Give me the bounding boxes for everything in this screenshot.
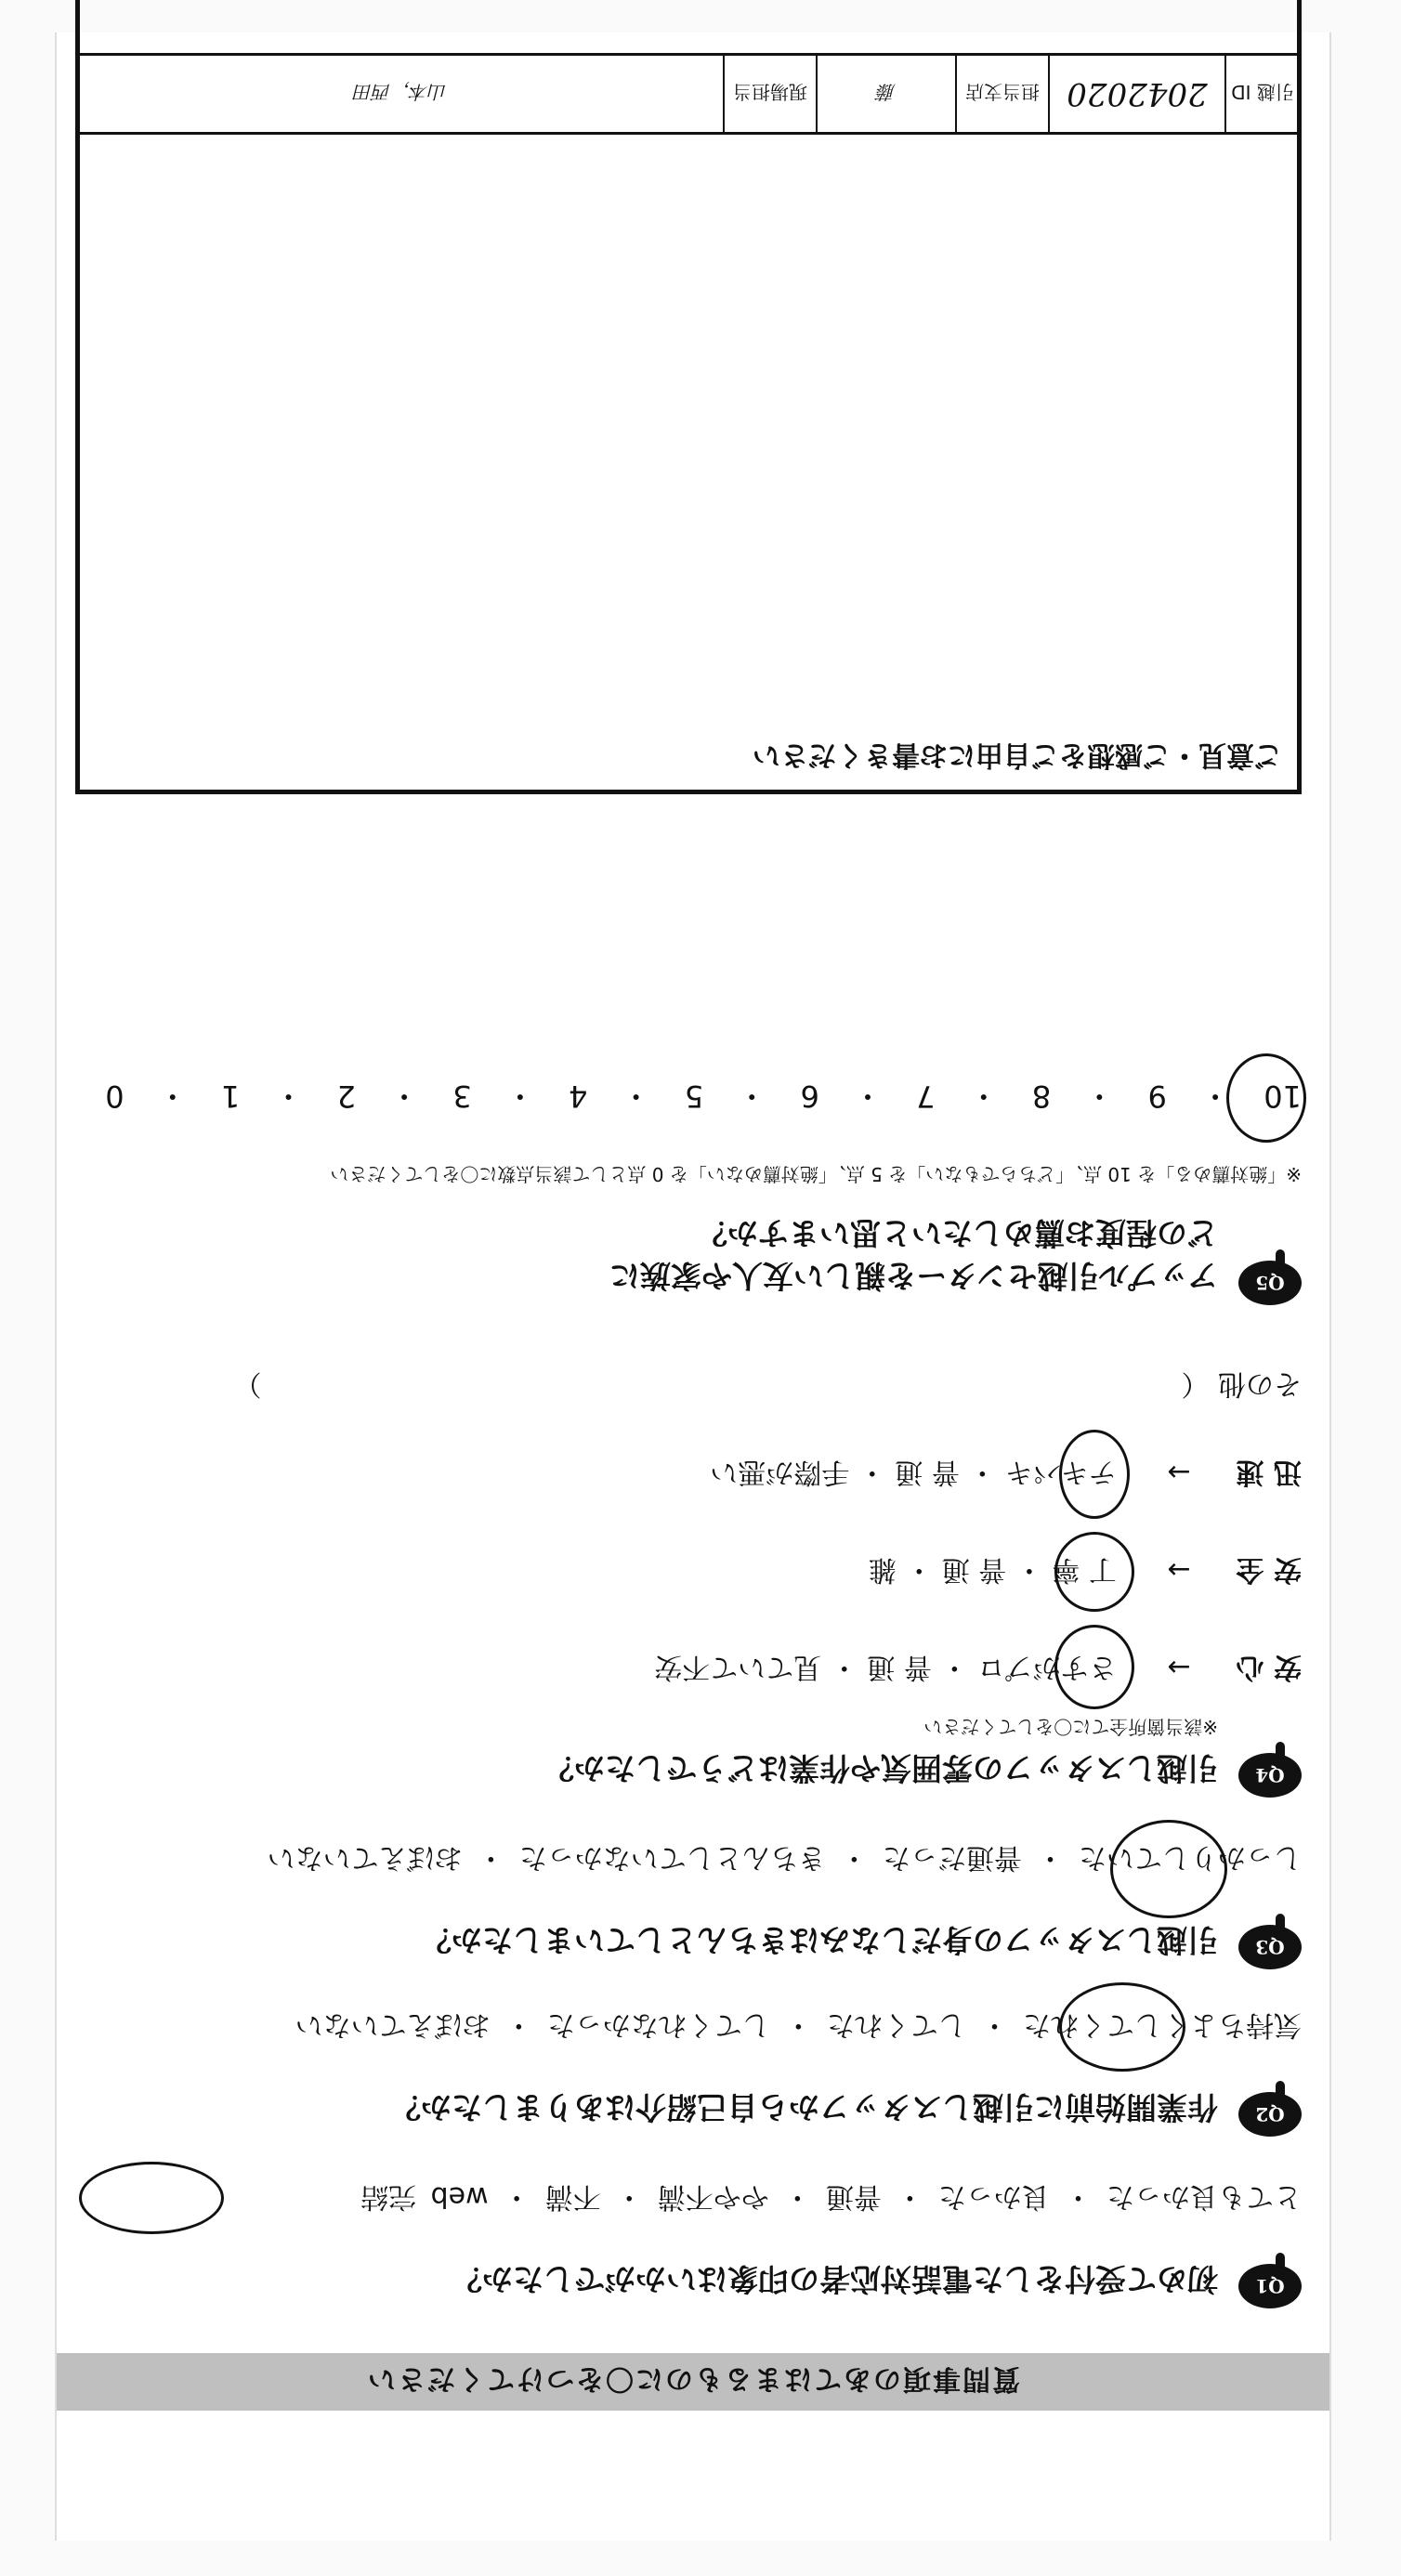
q1-title: 初めて受付をした電話対応者の印象はいかがでしたか？ — [452, 2261, 1218, 2297]
q5-badge: Q5 — [1238, 1261, 1302, 1305]
q4-row-anshin — [654, 1650, 1302, 1691]
q4-other: その他 （ ） — [233, 1367, 1302, 1400]
q4-note: ※該当箇所全てに〇をしてください — [923, 1716, 1218, 1738]
q4-badge: Q4 — [1238, 1753, 1302, 1798]
id-value: 2042020 — [1048, 56, 1224, 132]
q5-title-line2: どの程度お薦めしたいと思いますか？ — [697, 1215, 1218, 1251]
id-label: 引越 ID — [1224, 56, 1299, 132]
q1-badge: Q1 — [1238, 2264, 1302, 2308]
q3-title: 引越しスタッフの身だしなみはきちんとしていましたか？ — [421, 1922, 1218, 1958]
q4-row-options: 丁 寧 ・ 普 通 ・ 雑 — [868, 1553, 1117, 1586]
q3-options: しっかりしていた ・ 普通だった ・ きちんとしていなかった ・ おぼえていない — [267, 1841, 1302, 1874]
q1-options: とても良かった ・ 良かった ・ 普通 ・ やや不満 ・ 不満 ・ web 完結 — [360, 2180, 1302, 2213]
q5-title-line1: アップル引越センターを親しい友人や家族に — [609, 1258, 1218, 1294]
q4-row-anzen — [869, 1552, 1302, 1593]
q4-row-options: さすがプロ ・ 普 通 ・ 見ていて不安 — [654, 1651, 1117, 1683]
q2-badge: Q2 — [1238, 2092, 1302, 2137]
q5-scale: 10 ・ 9 ・ 8 ・ 7 ・ 6 ・ 5 ・ 4 ・ 3 ・ 2 ・ 1 ・ 0 — [105, 1079, 1302, 1114]
leader-label: 現場担当 — [723, 56, 816, 132]
q2-title: 作業開始前に引越しスタッフから自己紹介はありましたか？ — [390, 2089, 1218, 2125]
arrow-icon: → — [1167, 1553, 1191, 1586]
q4-row-label: 安 全 — [1236, 1553, 1302, 1586]
q2-options: 気持ちよくしてくれた ・ してくれた ・ してくれなかった ・ おぼえていない — [295, 2008, 1302, 2041]
q4-row-options: テキパキ ・ 普 通 ・ 手際が悪い — [710, 1456, 1117, 1488]
survey-paper — [55, 33, 1331, 2541]
branch-label: 担当支店 — [955, 56, 1048, 132]
answer-circle-q1 — [79, 2162, 224, 2234]
q4-row-jinsoku — [710, 1455, 1302, 1496]
arrow-icon: → — [1167, 1651, 1191, 1683]
comment-box-label: ご意見・ご感想をご自由にお書きください — [753, 739, 1282, 771]
branch-value: 藤 — [816, 56, 955, 132]
instructions-text: 質問事項のあてはまるものに〇をつけてください — [366, 2362, 1020, 2395]
q4-row-label: 迅 速 — [1236, 1456, 1302, 1488]
footer-id-table — [75, 53, 1302, 135]
q4-row-label: 安 心 — [1236, 1651, 1302, 1683]
instructions-header — [57, 2353, 1329, 2411]
arrow-icon: → — [1167, 1456, 1191, 1488]
leader-value: 山本，西田 — [354, 81, 447, 104]
q5-note: ※「絶対薦める」を 10 点、「どちらでもない」を 5 点、「絶対薦めない」を 0 点として該当点数に〇をしてください — [330, 1163, 1302, 1185]
q4-title: 引越しスタッフの雰囲気や作業はどうでしたか？ — [543, 1750, 1218, 1786]
q3-badge: Q3 — [1238, 1925, 1302, 1969]
